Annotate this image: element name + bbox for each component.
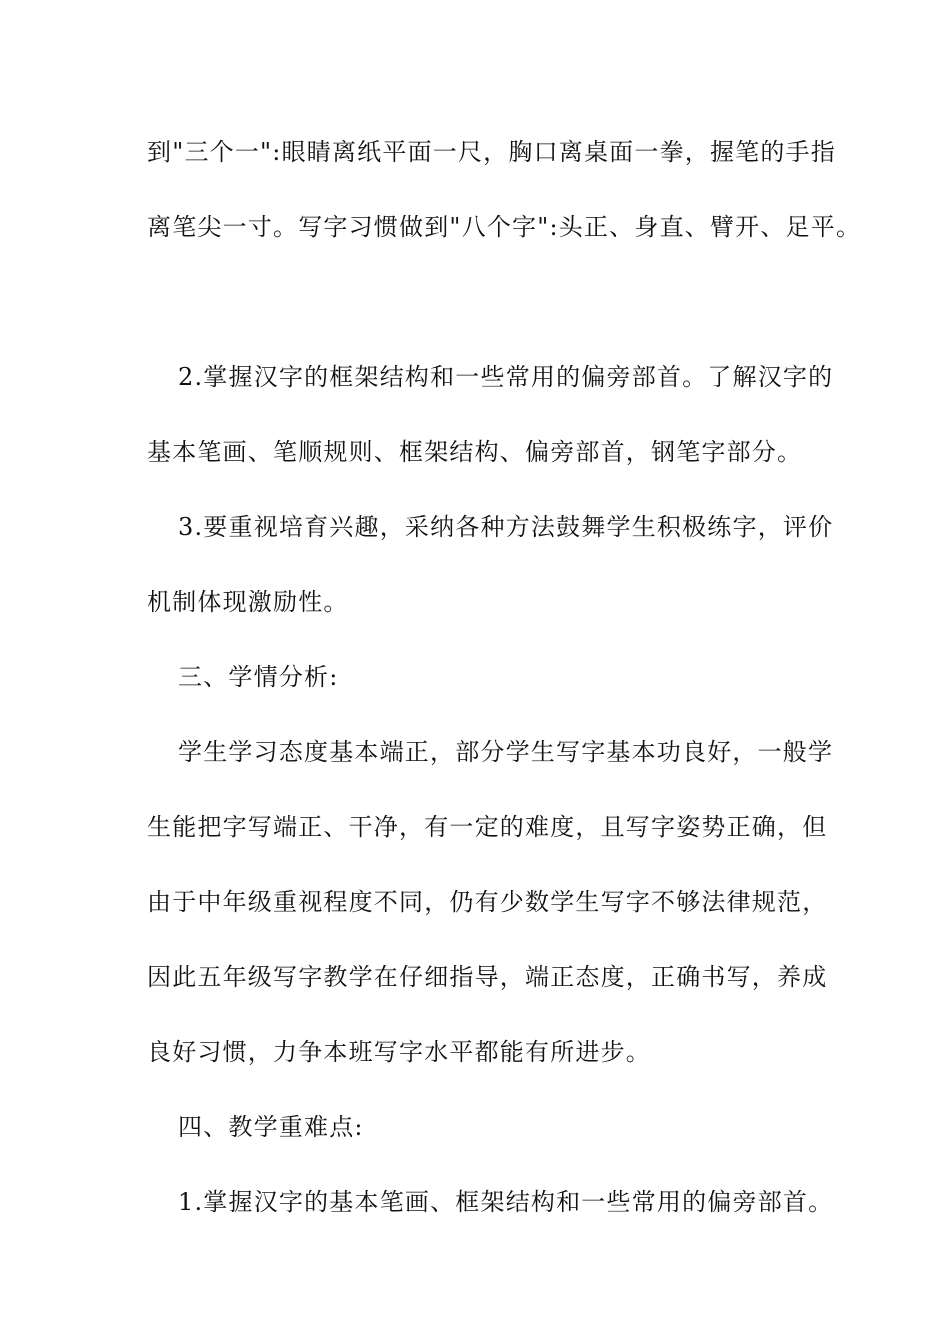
- paragraph-line: 由于中年级重视程度不同，仍有少数学生写字不够法律规范，: [147, 888, 828, 916]
- paragraph-line: 生能把字写端正、干净，有一定的难度，且写字姿势正确，但: [147, 813, 828, 841]
- text-line: 离笔尖一寸。写字习惯做到"八个字":头正、身直、臂开、足平。: [147, 213, 862, 241]
- list-item-2: 2.掌握汉字的框架结构和一些常用的偏旁部首。了解汉字的: [178, 363, 834, 391]
- list-item-3: 3.要重视培育兴趣，采纳各种方法鼓舞学生积极练字，评价: [178, 513, 834, 541]
- section-heading-3: 三、学情分析:: [178, 663, 339, 691]
- paragraph-line: 因此五年级写字教学在仔细指导，端正态度，正确书写，养成: [147, 963, 828, 991]
- text-line: 到"三个一":眼睛离纸平面一尺，胸口离桌面一拳，握笔的手指: [147, 138, 836, 166]
- paragraph-line: 学生学习态度基本端正，部分学生写字基本功良好，一般学: [178, 738, 834, 766]
- text-line: 基本笔画、笔顺规则、框架结构、偏旁部首，钢笔字部分。: [147, 438, 803, 466]
- section-heading-4: 四、教学重难点:: [178, 1113, 364, 1141]
- paragraph-line: 良好习惯，力争本班写字水平都能有所进步。: [147, 1038, 651, 1066]
- list-item-1: 1.掌握汉字的基本笔画、框架结构和一些常用的偏旁部首。: [178, 1188, 834, 1216]
- text-line: 机制体现激励性。: [147, 588, 349, 616]
